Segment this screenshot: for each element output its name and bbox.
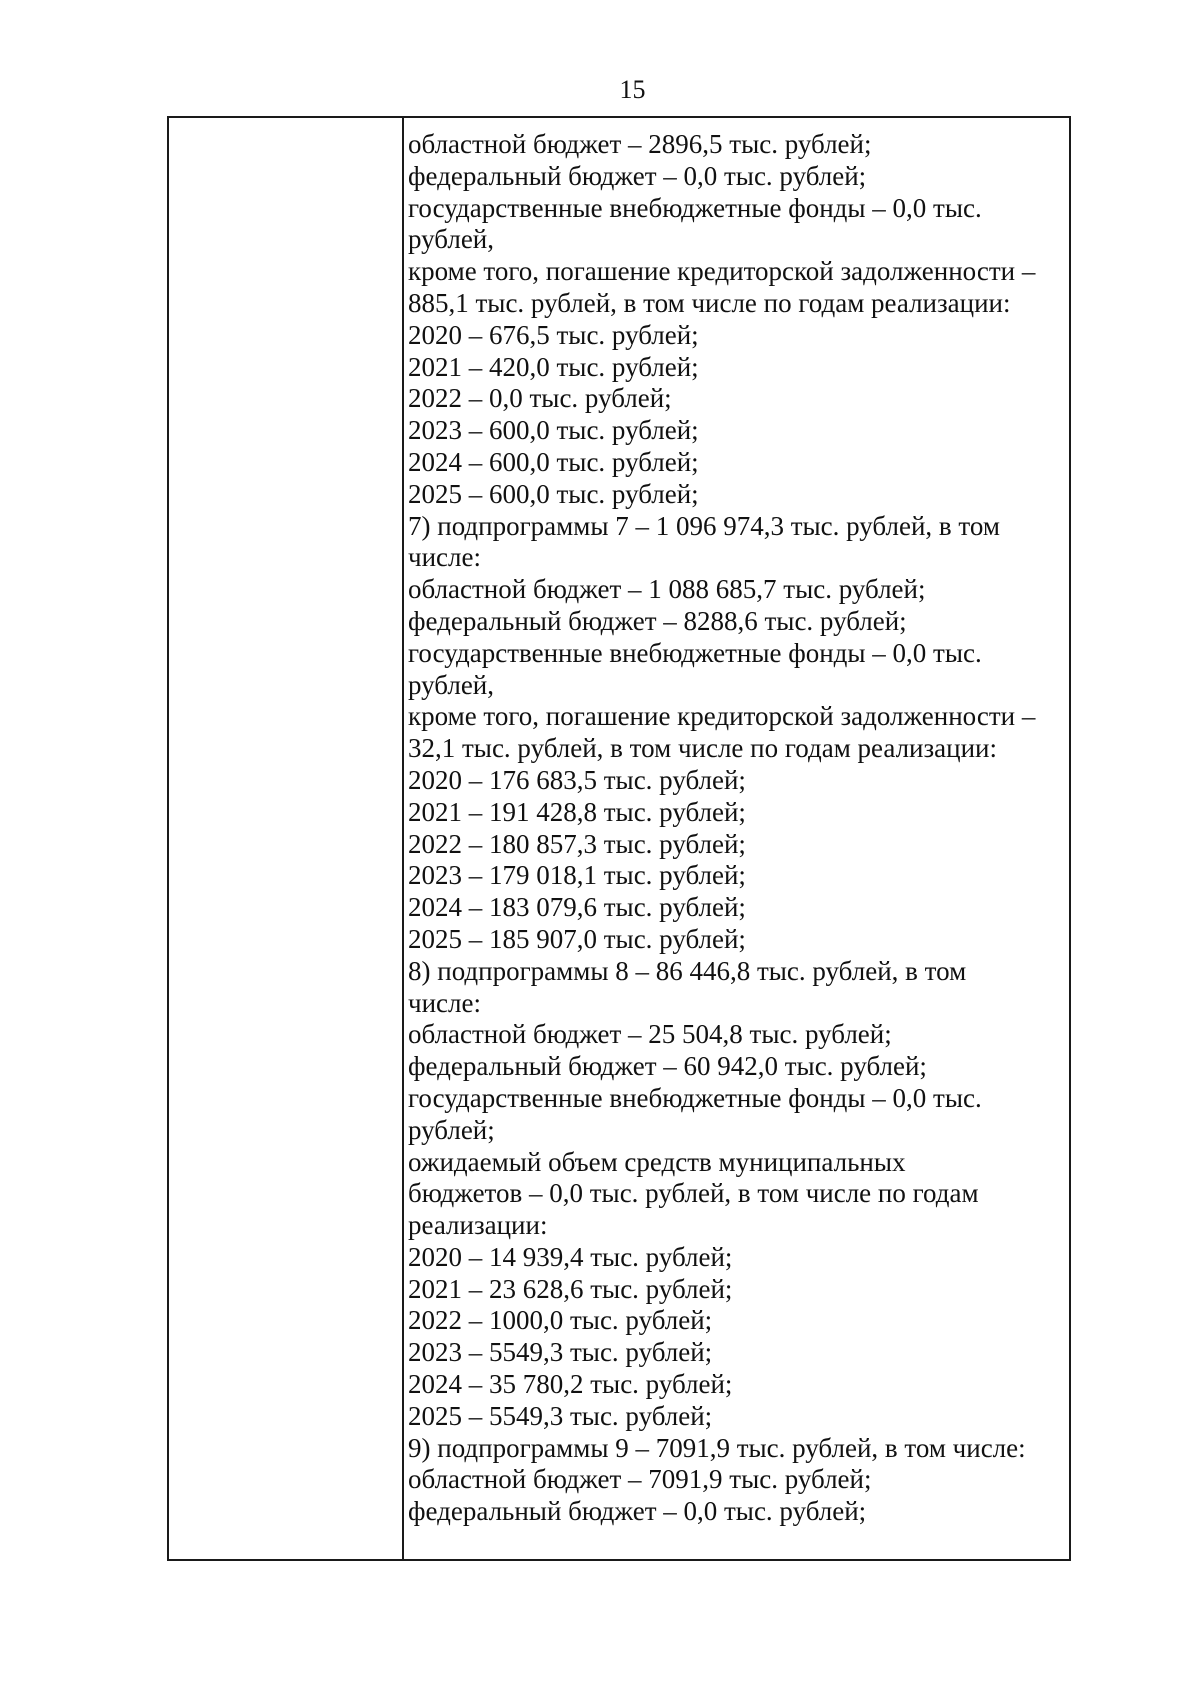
text-line: 2021 – 191 428,8 тыс. рублей; — [408, 796, 746, 827]
text-line: 2023 – 5549,3 тыс. рублей; — [408, 1337, 713, 1368]
text-line: 2024 – 600,0 тыс. рублей; — [408, 446, 699, 477]
table-right-cell — [404, 118, 1069, 1559]
table-left-cell — [169, 118, 404, 1559]
text-line: 7) подпрограммы 7 – 1 096 974,3 тыс. рублей, в том — [408, 510, 1000, 541]
text-line: областной бюджет – 25 504,8 тыс. рублей; — [408, 1019, 892, 1050]
text-line: федеральный бюджет – 8288,6 тыс. рублей; — [408, 605, 907, 636]
text-line: рублей; — [408, 1114, 495, 1145]
text-line: 2025 – 600,0 тыс. рублей; — [408, 478, 699, 509]
text-line: государственные внебюджетные фонды – 0,0 тыс. — [408, 192, 982, 223]
text-line: числе: — [408, 987, 481, 1018]
text-line: государственные внебюджетные фонды – 0,0 тыс. — [408, 1082, 982, 1113]
text-line: государственные внебюджетные фонды – 0,0 тыс. — [408, 637, 982, 668]
text-line: рублей, — [408, 669, 495, 700]
text-line: 2023 – 179 018,1 тыс. рублей; — [408, 860, 746, 891]
text-line: федеральный бюджет – 0,0 тыс. рублей; — [408, 1496, 867, 1527]
text-line: ожидаемый объем средств муниципальных — [408, 1146, 906, 1177]
text-line: 2022 – 0,0 тыс. рублей; — [408, 383, 672, 414]
text-line: областной бюджет – 2896,5 тыс. рублей; — [408, 129, 872, 159]
text-line: 2020 – 676,5 тыс. рублей; — [408, 319, 699, 350]
text-line: 2022 – 180 857,3 тыс. рублей; — [408, 828, 746, 859]
text-line: 2020 – 14 939,4 тыс. рублей; — [408, 1241, 733, 1272]
text-line: 2021 – 23 628,6 тыс. рублей; — [408, 1273, 733, 1304]
text-line: 2025 – 5549,3 тыс. рублей; — [408, 1400, 713, 1431]
text-line: 2022 – 1000,0 тыс. рублей; — [408, 1305, 713, 1336]
text-line: областной бюджет – 1 088 685,7 тыс. рублей; — [408, 574, 926, 605]
text-line: федеральный бюджет – 0,0 тыс. рублей; — [408, 160, 867, 191]
text-line: 2023 – 600,0 тыс. рублей; — [408, 415, 699, 446]
text-line: 2024 – 183 079,6 тыс. рублей; — [408, 892, 746, 923]
text-line: 885,1 тыс. рублей, в том числе по годам реализации: — [408, 287, 1011, 318]
text-line: 8) подпрограммы 8 – 86 446,8 тыс. рублей, в том — [408, 955, 967, 986]
text-line: 2024 – 35 780,2 тыс. рублей; — [408, 1369, 733, 1400]
funding-table — [167, 116, 1071, 1561]
text-line: областной бюджет – 7091,9 тыс. рублей; — [408, 1464, 872, 1495]
text-line: 2020 – 176 683,5 тыс. рублей; — [408, 764, 746, 795]
text-line: числе: — [408, 542, 481, 573]
text-line: кроме того, погашение кредиторской задолженности – — [408, 256, 1036, 287]
text-line: бюджетов – 0,0 тыс. рублей, в том числе по годам — [408, 1178, 979, 1209]
text-line: федеральный бюджет – 60 942,0 тыс. рублей; — [408, 1051, 927, 1082]
text-line: 9) подпрограммы 9 – 7091,9 тыс. рублей, в том числе: — [408, 1432, 1026, 1463]
text-line: 32,1 тыс. рублей, в том числе по годам реализации: — [408, 733, 998, 764]
text-line: 2021 – 420,0 тыс. рублей; — [408, 351, 699, 382]
page-number: 15 — [619, 75, 646, 104]
text-line: кроме того, погашение кредиторской задолженности – — [408, 701, 1036, 732]
text-line: реализации: — [408, 1210, 548, 1241]
text-line: рублей, — [408, 224, 495, 255]
text-line: 2025 – 185 907,0 тыс. рублей; — [408, 923, 746, 954]
